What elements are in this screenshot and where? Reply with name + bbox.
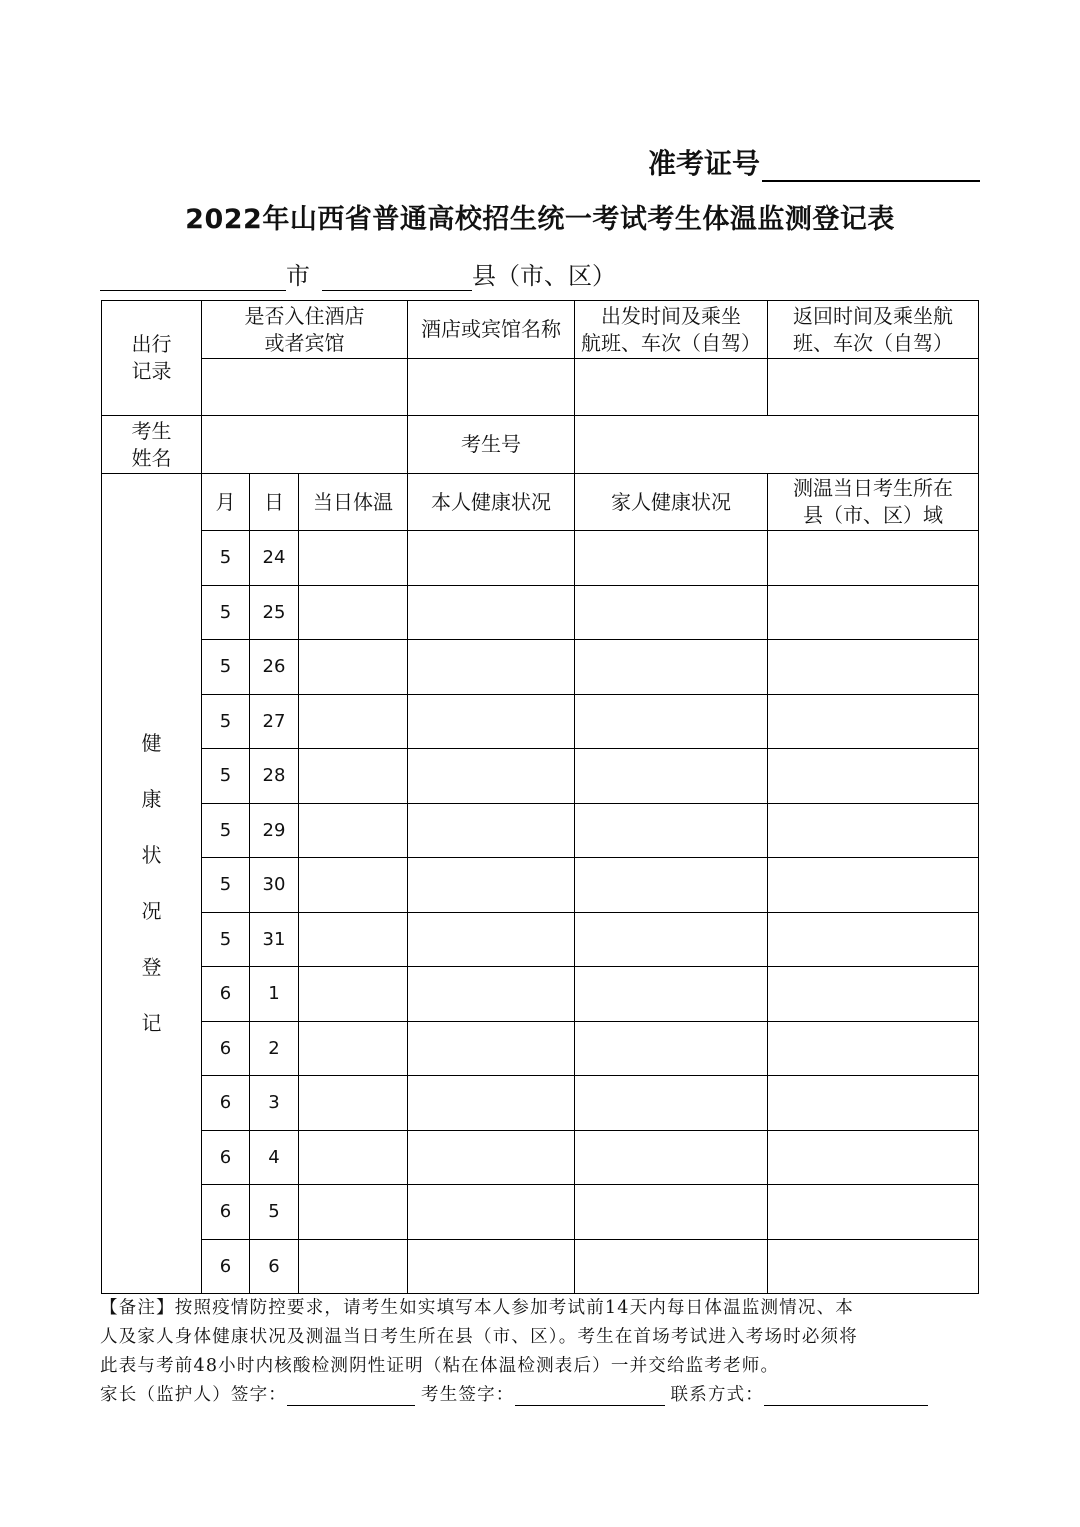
notes	[100, 1294, 984, 1381]
registration-table	[101, 300, 979, 1294]
temperature-cell[interactable]	[299, 1239, 408, 1294]
city-blank[interactable]	[100, 264, 286, 291]
notes-line-1: 【备注】按照疫情防控要求，请考生如实填写本人参加考试前14天内每日体温监测情况、本	[100, 1298, 854, 1318]
self-health-cell[interactable]	[408, 1185, 575, 1240]
region-cell[interactable]	[768, 1239, 979, 1294]
self-health-cell[interactable]	[408, 858, 575, 913]
departure-header	[575, 301, 768, 359]
departure-header-2: 航班、车次（自驾）	[581, 330, 762, 355]
signature-line	[100, 1381, 928, 1406]
hotel-name-cell[interactable]	[408, 359, 575, 416]
family-health-cell[interactable]	[575, 1076, 768, 1131]
day-cell: 5	[250, 1185, 299, 1240]
candidate-name-label-1: 考生	[131, 418, 172, 443]
region-cell[interactable]	[768, 749, 979, 804]
day-header: 日	[250, 474, 299, 531]
hotel-stay-header-2: 或者宾馆	[264, 330, 345, 355]
day-cell: 2	[250, 1021, 299, 1076]
table-row	[102, 749, 979, 804]
health-side-char: 况	[141, 899, 162, 923]
temperature-cell[interactable]	[299, 749, 408, 804]
travel-label-1: 出行	[131, 332, 172, 356]
self-health-cell[interactable]	[408, 803, 575, 858]
table-row	[102, 912, 979, 967]
family-health-cell[interactable]	[575, 585, 768, 640]
travel-row-label	[102, 301, 202, 416]
temperature-cell[interactable]	[299, 1021, 408, 1076]
parent-signature-blank[interactable]	[287, 1383, 415, 1406]
page-title: 2022年山西省普通高校招生统一考试考生体温监测登记表	[185, 204, 895, 235]
month-cell: 5	[202, 640, 250, 695]
temperature-cell[interactable]	[299, 803, 408, 858]
self-health-cell[interactable]	[408, 1021, 575, 1076]
self-health-cell[interactable]	[408, 694, 575, 749]
day-cell: 6	[250, 1239, 299, 1294]
hotel-stay-header-1: 是否入住酒店	[244, 303, 365, 328]
temperature-cell[interactable]	[299, 694, 408, 749]
contact-label: 联系方式：	[670, 1385, 764, 1405]
month-cell: 6	[202, 1076, 250, 1131]
day-cell: 29	[250, 803, 299, 858]
candidate-name-cell[interactable]	[202, 416, 408, 474]
day-cell: 3	[250, 1076, 299, 1131]
family-health-cell[interactable]	[575, 1130, 768, 1185]
candidate-number-cell[interactable]	[575, 416, 979, 474]
region-cell[interactable]	[768, 585, 979, 640]
candidate-number-label: 考生号	[408, 416, 575, 474]
month-cell: 6	[202, 1239, 250, 1294]
table-row	[102, 858, 979, 913]
table-row	[102, 1076, 979, 1131]
notes-line-3: 此表与考前48小时内核酸检测阴性证明（粘在体温检测表后）一并交给监考老师。	[100, 1356, 780, 1376]
departure-cell[interactable]	[575, 359, 768, 416]
self-health-cell[interactable]	[408, 1239, 575, 1294]
exam-id-label: 准考证号	[648, 147, 761, 180]
county-suffix: 县（市、区）	[472, 262, 616, 290]
self-health-cell[interactable]	[408, 1130, 575, 1185]
family-health-cell[interactable]	[575, 1239, 768, 1294]
temperature-header: 当日体温	[299, 474, 408, 531]
family-health-cell[interactable]	[575, 803, 768, 858]
month-cell: 5	[202, 585, 250, 640]
family-health-cell[interactable]	[575, 694, 768, 749]
month-cell: 6	[202, 1130, 250, 1185]
return-header	[768, 301, 979, 359]
health-side-char: 健	[141, 731, 162, 755]
day-cell: 25	[250, 585, 299, 640]
region-header-2: 县（市、区）域	[803, 503, 944, 527]
region-cell[interactable]	[768, 912, 979, 967]
month-cell: 5	[202, 803, 250, 858]
month-cell: 5	[202, 749, 250, 804]
month-cell: 5	[202, 858, 250, 913]
month-cell: 6	[202, 1185, 250, 1240]
month-cell: 6	[202, 967, 250, 1022]
table-row	[102, 585, 979, 640]
self-health-header: 本人健康状况	[408, 474, 575, 531]
return-header-1: 返回时间及乘坐航	[793, 303, 954, 328]
self-health-cell[interactable]	[408, 967, 575, 1022]
self-health-cell[interactable]	[408, 640, 575, 695]
table-row	[102, 1185, 979, 1240]
family-health-cell[interactable]	[575, 967, 768, 1022]
day-cell: 24	[250, 531, 299, 586]
month-header: 月	[202, 474, 250, 531]
city-suffix: 市	[286, 262, 310, 290]
day-cell: 26	[250, 640, 299, 695]
contact-blank[interactable]	[764, 1383, 928, 1406]
family-health-cell[interactable]	[575, 749, 768, 804]
month-cell: 5	[202, 694, 250, 749]
table-row	[102, 694, 979, 749]
region-cell[interactable]	[768, 1130, 979, 1185]
candidate-signature-label: 考生签字：	[421, 1385, 515, 1405]
region-cell[interactable]	[768, 1076, 979, 1131]
family-health-cell[interactable]	[575, 531, 768, 586]
temperature-cell[interactable]	[299, 531, 408, 586]
exam-id-field	[648, 142, 980, 182]
hotel-stay-header	[202, 301, 408, 359]
family-health-cell[interactable]	[575, 640, 768, 695]
health-side-char: 状	[141, 843, 162, 867]
temperature-cell[interactable]	[299, 967, 408, 1022]
month-cell: 5	[202, 531, 250, 586]
location-line	[100, 256, 616, 291]
parent-signature-label: 家长（监护人）签字：	[100, 1385, 287, 1405]
family-health-cell[interactable]	[575, 1185, 768, 1240]
notes-line-2: 人及家人身体健康状况及测温当日考生所在县（市、区）。考生在首场考试进入考场时必须将	[100, 1327, 858, 1347]
candidate-name-label-2: 姓名	[131, 445, 172, 470]
health-side-char: 登	[141, 955, 162, 979]
travel-label-2: 记录	[131, 359, 172, 383]
temperature-cell[interactable]	[299, 585, 408, 640]
table-row	[102, 640, 979, 695]
health-side-char: 记	[141, 1011, 162, 1035]
region-cell[interactable]	[768, 640, 979, 695]
temperature-cell[interactable]	[299, 912, 408, 967]
table-row	[102, 1130, 979, 1185]
health-side-label	[102, 474, 202, 1294]
health-side-char: 康	[141, 787, 162, 811]
return-cell[interactable]	[768, 359, 979, 416]
departure-header-1: 出发时间及乘坐	[601, 303, 742, 328]
family-health-header: 家人健康状况	[575, 474, 768, 531]
self-health-cell[interactable]	[408, 1076, 575, 1131]
region-cell[interactable]	[768, 858, 979, 913]
temperature-cell[interactable]	[299, 1185, 408, 1240]
self-health-cell[interactable]	[408, 531, 575, 586]
region-cell[interactable]	[768, 967, 979, 1022]
region-cell[interactable]	[768, 694, 979, 749]
return-header-2: 班、车次（自驾）	[793, 330, 954, 355]
hotel-name-header: 酒店或宾馆名称	[408, 301, 575, 359]
self-health-cell[interactable]	[408, 749, 575, 804]
table-row	[102, 803, 979, 858]
day-cell: 30	[250, 858, 299, 913]
family-health-cell[interactable]	[575, 1021, 768, 1076]
region-header	[768, 474, 979, 531]
family-health-cell[interactable]	[575, 912, 768, 967]
day-cell: 27	[250, 694, 299, 749]
temperature-cell[interactable]	[299, 640, 408, 695]
day-cell: 28	[250, 749, 299, 804]
self-health-cell[interactable]	[408, 585, 575, 640]
temperature-cell[interactable]	[299, 858, 408, 913]
day-cell: 4	[250, 1130, 299, 1185]
hotel-stay-cell[interactable]	[202, 359, 408, 416]
month-cell: 6	[202, 1021, 250, 1076]
county-blank[interactable]	[322, 264, 472, 291]
region-cell[interactable]	[768, 1185, 979, 1240]
table-row	[102, 1239, 979, 1294]
candidate-name-label	[102, 416, 202, 474]
temperature-cell[interactable]	[299, 1076, 408, 1131]
self-health-cell[interactable]	[408, 912, 575, 967]
exam-id-blank[interactable]	[762, 152, 980, 182]
region-cell[interactable]	[768, 1021, 979, 1076]
family-health-cell[interactable]	[575, 858, 768, 913]
region-cell[interactable]	[768, 803, 979, 858]
table-row	[102, 531, 979, 586]
day-cell: 1	[250, 967, 299, 1022]
table-row	[102, 1021, 979, 1076]
table-row	[102, 967, 979, 1022]
temperature-cell[interactable]	[299, 1130, 408, 1185]
candidate-signature-blank[interactable]	[515, 1383, 665, 1406]
region-cell[interactable]	[768, 531, 979, 586]
month-cell: 5	[202, 912, 250, 967]
region-header-1: 测温当日考生所在	[793, 476, 954, 500]
day-cell: 31	[250, 912, 299, 967]
